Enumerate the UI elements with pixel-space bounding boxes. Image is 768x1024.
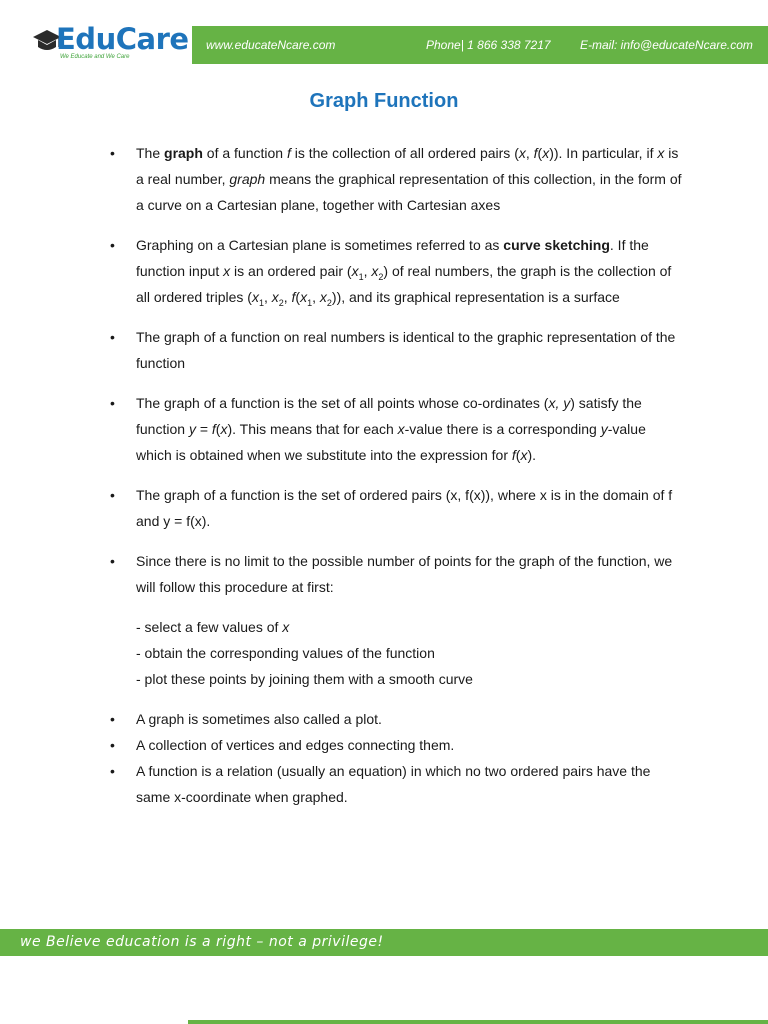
- page-title: Graph Function: [309, 90, 459, 112]
- logo[interactable]: [30, 22, 189, 56]
- next-page-header-bar: [188, 1020, 768, 1024]
- document-body: [110, 140, 685, 810]
- footer-slogan: we Believe education is a right – not a privilege!: [20, 934, 384, 950]
- procedure-step: - plot these points by joining them with a smooth curve: [136, 671, 473, 687]
- phone-text: Phone| 1 866 338 7217: [426, 38, 551, 52]
- bullet-item: • Graphing on a Cartesian plane is sometimes referred to as curve sketching. If the function input x is an ordered pair ($x_1$, $x_2$) of real numbers, the graph is the collection of all ordered triples ($x_1$, $x_2$, $f(x_1$, $x_2$)), and its graphical representation is a surface: [110, 232, 685, 310]
- bullet-item: • The graph of a function is the set of all points whose co-ordinates (x, y) satisfy the function y = f(x). This means that for each x-value there is a corresponding y-value which is obtained when we substitute into the expression for f(x).: [110, 390, 685, 468]
- logo-care-text: Care: [115, 22, 189, 56]
- logo-tagline: We Educate and We Care: [60, 54, 130, 60]
- bullet-item: • Since there is no limit to the possible number of points for the graph of the function, we will follow this procedure at first:: [110, 548, 685, 600]
- website-link[interactable]: www.educateNcare.com: [206, 38, 336, 52]
- bullet-item: • The graph of a function on real numbers is identical to the graphic representation of the function: [110, 324, 685, 376]
- bullet-item: • A graph is sometimes also called a plot.: [110, 706, 685, 732]
- header-bar: [192, 26, 768, 64]
- bullet-item: • The graph of a function is the set of ordered pairs (x, f(x)), where x is in the domain of f and y = f(x).: [110, 482, 685, 534]
- bullet-item: • A collection of vertices and edges connecting them.: [110, 732, 685, 758]
- logo-edu-text: Edu: [56, 22, 116, 56]
- footer-bar: [0, 929, 768, 956]
- email-link[interactable]: E-mail: info@educateNcare.com: [580, 38, 753, 52]
- bullet-item: • A function is a relation (usually an equation) in which no two ordered pairs have the same x-coordinate when graphed.: [110, 758, 685, 810]
- bullet-item: • The graph of a function f is the collection of all ordered pairs (x, f(x)). In particular, if x is a real number, graph means the graphical representation of this collection, in the form of a curve on a Cartesian plane, together with Cartesian axes: [110, 140, 685, 218]
- procedure-step: - select a few values of x: [136, 619, 290, 635]
- procedure-step: - obtain the corresponding values of the function: [136, 645, 435, 661]
